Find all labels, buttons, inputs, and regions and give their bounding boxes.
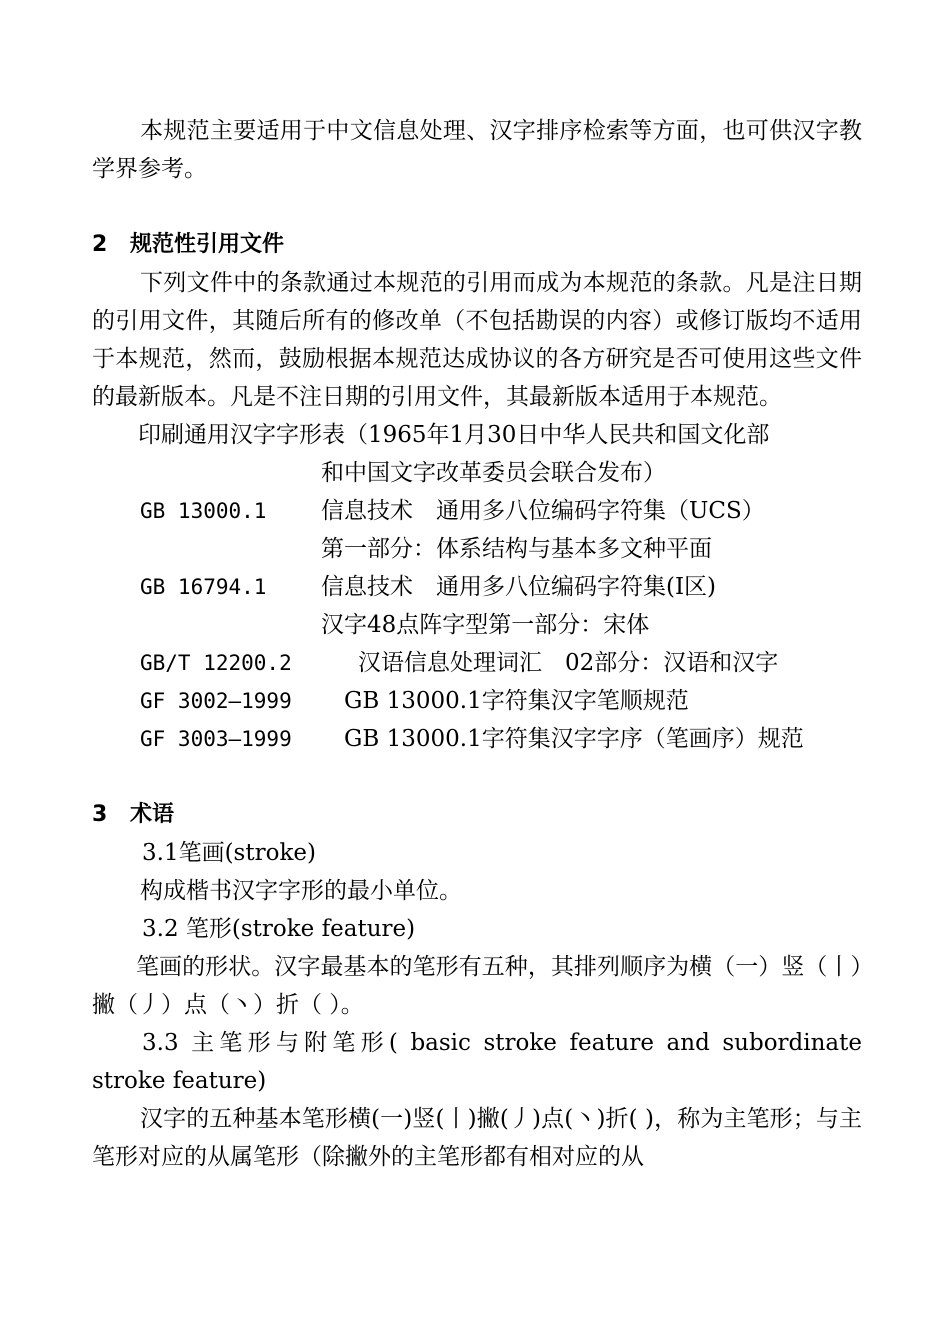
reference-item bbox=[92, 454, 862, 492]
section-heading-3 bbox=[92, 796, 862, 834]
intro-paragraph: 本规范主要适用于中文信息处理、汉字排序检索等方面，也可供汉字教学界参考。 bbox=[92, 118, 862, 182]
reference-item bbox=[92, 606, 862, 644]
reference-code: GB 13000.1 bbox=[140, 499, 267, 523]
reference-title: 汉语信息处理词汇 02部分：汉语和汉字 bbox=[358, 650, 779, 676]
term-label-stroke-feature: 3.2 笔形(stroke feature) bbox=[142, 916, 416, 942]
section-number: 2 bbox=[92, 232, 108, 257]
reference-title: 信息技术 通用多八位编码字符集(I区) bbox=[321, 574, 717, 600]
section-title: 术语 bbox=[130, 802, 175, 827]
reference-item bbox=[92, 492, 862, 530]
reference-title: 印刷通用汉字字形表（1965年1月30日中华人民共和国文化部 bbox=[138, 422, 770, 448]
reference-title: 第一部分：体系结构与基本多文种平面 bbox=[321, 536, 712, 562]
term-definition-stroke: 构成楷书汉字字形的最小单位。 bbox=[140, 878, 462, 904]
term-definition-stroke-feature: 笔画的形状。汉字最基本的笔形有五种，其排列顺序为横（一）竖（丨）撇（丿）点（丶）折（ ）。 bbox=[92, 954, 862, 1018]
reference-title: 和中国文字改革委员会联合发布） bbox=[321, 460, 666, 486]
reference-title: 信息技术 通用多八位编码字符集（UCS） bbox=[321, 498, 765, 524]
section-title: 规范性引用文件 bbox=[130, 232, 285, 257]
reference-code: GB 16794.1 bbox=[140, 575, 267, 599]
reference-item bbox=[92, 720, 862, 758]
reference-list bbox=[92, 416, 862, 758]
reference-title: GB 13000.1字符集汉字笔顺规范 bbox=[344, 688, 689, 714]
reference-item bbox=[92, 682, 862, 720]
term-definition-basic-subordinate: 汉字的五种基本笔形横(一)竖(丨)撇(丿)点(丶)折( )，称为主笔形；与主笔形对应的从属笔形（除撇外的主笔形都有相对应的从 bbox=[92, 1106, 862, 1170]
reference-item bbox=[92, 644, 862, 682]
spacer bbox=[92, 188, 862, 226]
references-paragraph: 下列文件中的条款通过本规范的引用而成为本规范的条款。凡是注日期的引用文件，其随后所有的修改单（不包括勘误的内容）或修订版均不适用于本规范，然而，鼓励根据本规范达成协议的各方研究是否可使用这些文件的最新版本。凡是不注日期的引用文件，其最新版本适用于本规范。 bbox=[92, 270, 862, 410]
reference-title: GB 13000.1字符集汉字字序（笔画序）规范 bbox=[344, 726, 804, 752]
reference-code: GF 3002—1999 bbox=[140, 689, 292, 713]
section-number: 3 bbox=[92, 802, 108, 827]
reference-item bbox=[92, 568, 862, 606]
reference-item bbox=[92, 530, 862, 568]
reference-code: GF 3003—1999 bbox=[140, 727, 292, 751]
reference-title: 汉字48点阵字型第一部分：宋体 bbox=[321, 612, 650, 638]
term-label-stroke: 3.1笔画(stroke) bbox=[142, 840, 316, 866]
section-heading-2 bbox=[92, 226, 862, 264]
term-label-basic-subordinate: 3.3 主笔形与附笔形( basic stroke feature and subordinate stroke feature) bbox=[92, 1030, 862, 1094]
reference-code: GB/T 12200.2 bbox=[140, 651, 292, 675]
document-page bbox=[92, 112, 862, 1176]
spacer bbox=[92, 758, 862, 796]
reference-item bbox=[92, 416, 862, 454]
